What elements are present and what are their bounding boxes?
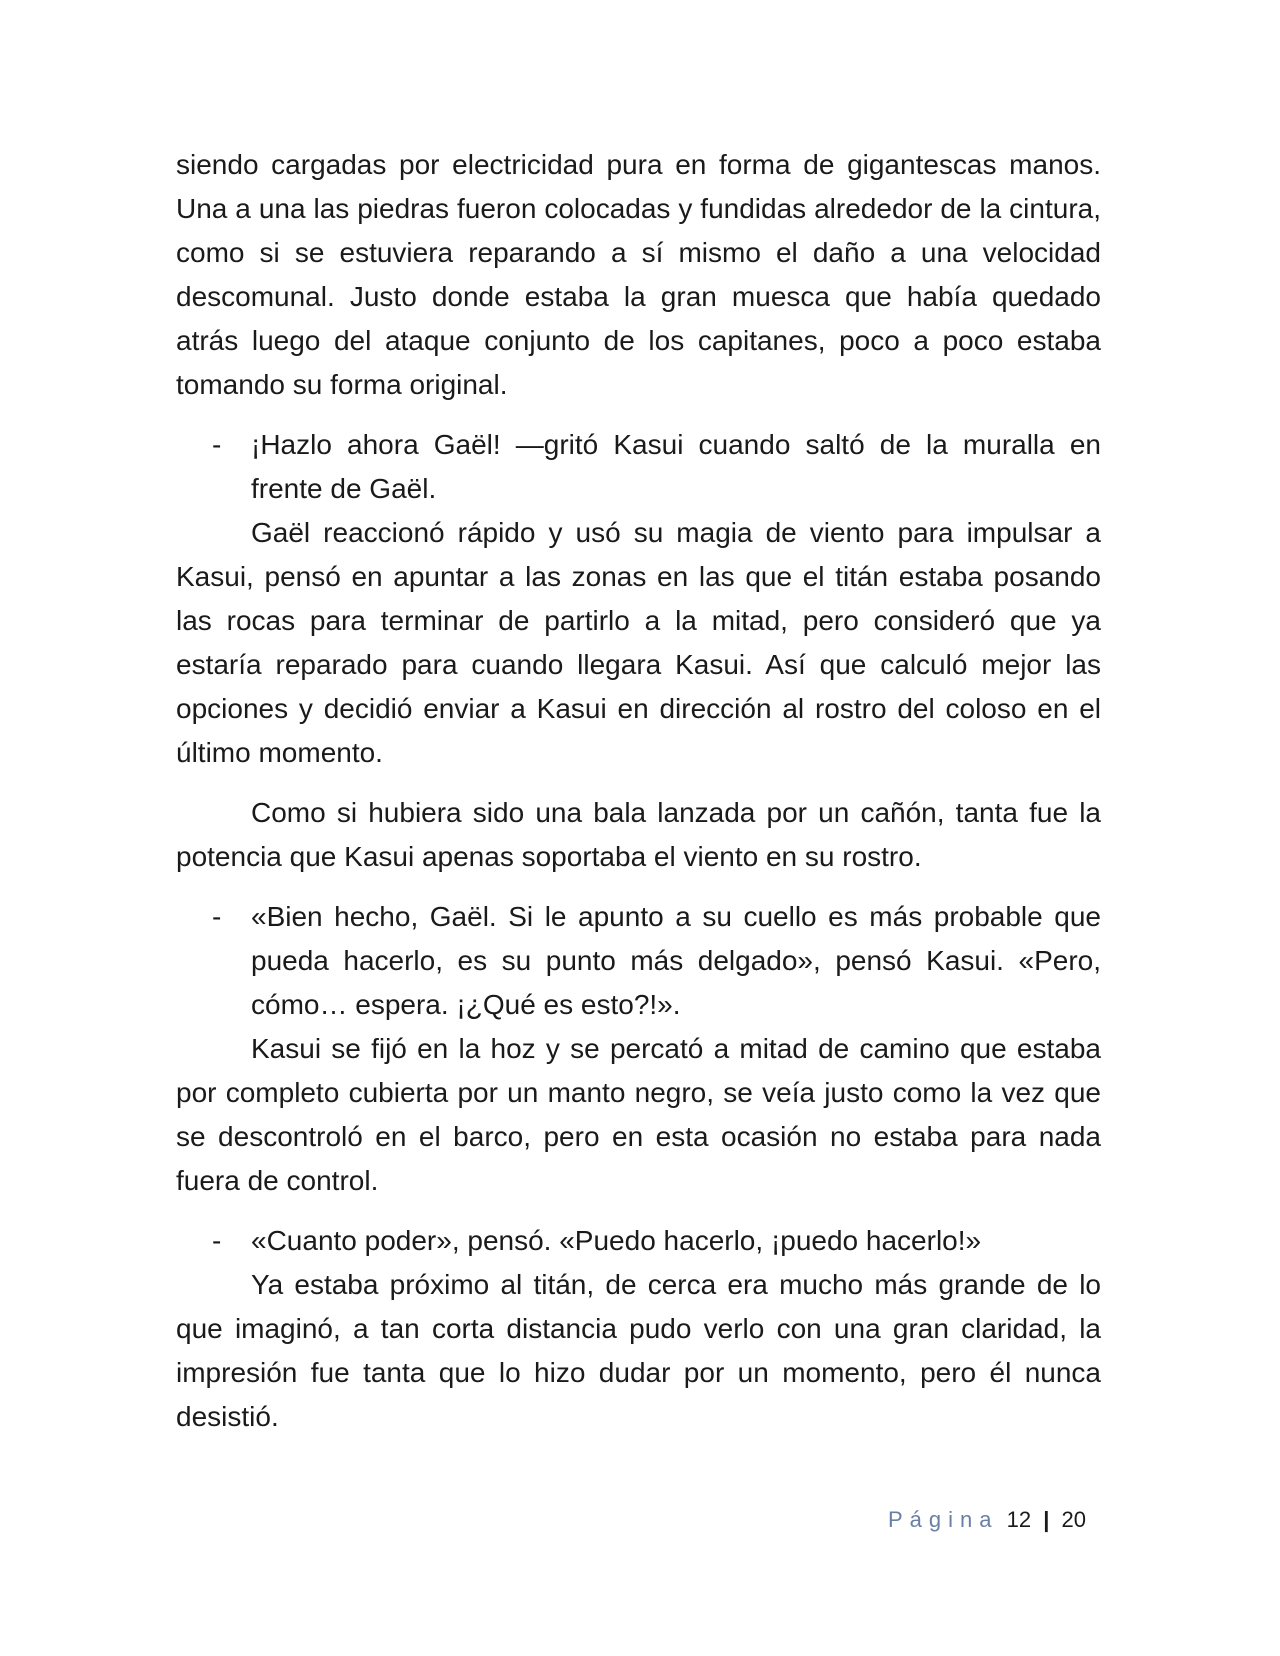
- dialogue-dash: -: [212, 429, 222, 460]
- dialogue-text: «Bien hecho, Gaël. Si le apunto a su cuello es más probable que pueda hacerlo, es su punto más delgado», pensó Kasui. «Pero, cómo… espera. ¡¿Qué es esto?!».: [251, 901, 1101, 1020]
- dialogue-dash: -: [212, 1225, 222, 1256]
- dialogue-text: ¡Hazlo ahora Gaël! —gritó Kasui cuando saltó de la muralla en frente de Gaël.: [251, 429, 1101, 504]
- page-separator: |: [1043, 1507, 1050, 1532]
- paragraph: Ya estaba próximo al titán, de cerca era mucho más grande de lo que imaginó, a tan corta distancia pudo verlo con una gran claridad, la impresión fue tanta que lo hizo dudar por un momento, pero él nunca desistió.: [176, 1269, 1101, 1432]
- paragraph: Como si hubiera sido una bala lanzada por un cañón, tanta fue la potencia que Kasui apenas soportaba el viento en su rostro.: [176, 797, 1101, 872]
- paragraph: Kasui se fijó en la hoz y se percató a mitad de camino que estaba por completo cubierta por un manto negro, se veía justo como la vez que se descontroló en el barco, pero en esta ocasión no estaba para nada fuera de control.: [176, 1033, 1101, 1196]
- paragraph: Gaël reaccionó rápido y usó su magia de viento para impulsar a Kasui, pensó en apuntar a las zonas en las que el titán estaba posando las rocas para terminar de partirlo a la mitad, pero consideró que ya estaría reparado para cuando llegara Kasui. Así que calculó mejor las opciones y decidió enviar a Kasui en dirección al rostro del coloso en el último momento.: [176, 517, 1101, 768]
- dialogue-dash: -: [212, 901, 222, 932]
- paragraph: siendo cargadas por electricidad pura en forma de gigantescas manos. Una a una las piedras fueron colocadas y fundidas alrededor de la cintura, como si se estuviera reparando a sí mismo el daño a una velocidad descomunal. Justo donde estaba la gran muesca que había quedado atrás luego del ataque conjunto de los capitanes, poco a poco estaba tomando su forma original.: [176, 149, 1101, 400]
- page-footer: [888, 1505, 1086, 1535]
- dialogue-text: «Cuanto poder», pensó. «Puedo hacerlo, ¡puedo hacerlo!»: [251, 1225, 982, 1256]
- body-text: [176, 143, 1101, 1439]
- dialogue-line: [176, 1219, 1101, 1263]
- page-number: 12: [1006, 1507, 1032, 1532]
- dialogue-line: [176, 895, 1101, 1027]
- page-total: 20: [1061, 1507, 1087, 1532]
- dialogue-line: [176, 423, 1101, 511]
- page-label: Página: [888, 1507, 999, 1532]
